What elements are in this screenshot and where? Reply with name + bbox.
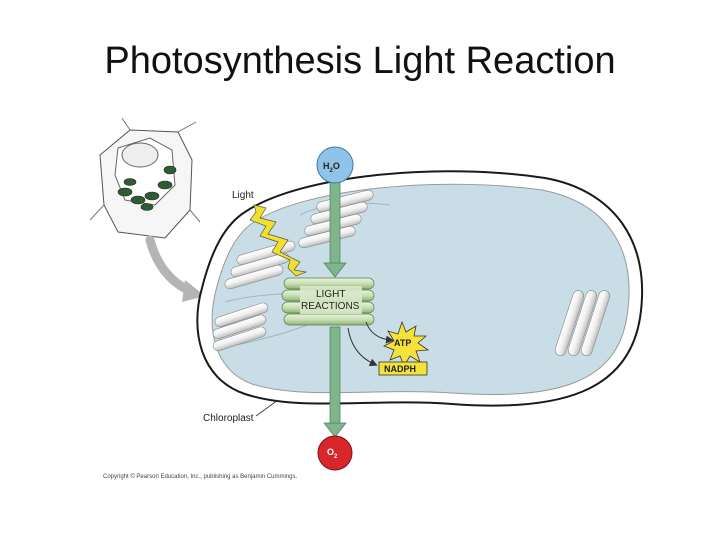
light-reactions-label-line2: REACTIONS xyxy=(301,301,360,312)
chloroplast-label: Chloroplast xyxy=(203,413,254,424)
leaf-cell-icon xyxy=(90,118,200,238)
light-reactions-label-line1: LIGHT xyxy=(316,289,346,300)
light-label: Light xyxy=(232,190,254,201)
h2o-formula: H xyxy=(323,161,330,171)
h2o-input xyxy=(317,147,353,183)
atp-label: ATP xyxy=(394,338,412,348)
h2o-suffix: O xyxy=(332,161,340,171)
h2o-subscript: 2 xyxy=(329,168,333,174)
chloroplast-pointer xyxy=(256,400,278,416)
o2-subscript: 2 xyxy=(334,454,338,460)
o2-output xyxy=(318,436,352,470)
nadph-label: NADPH xyxy=(384,364,417,374)
o2-formula: O xyxy=(327,447,335,457)
nadph-box xyxy=(379,362,427,375)
copyright-notice: Copyright © Pearson Education, Inc., publishing as Benjamin Cummings. xyxy=(103,474,298,480)
slide-title: Photosynthesis Light Reaction xyxy=(104,40,616,82)
